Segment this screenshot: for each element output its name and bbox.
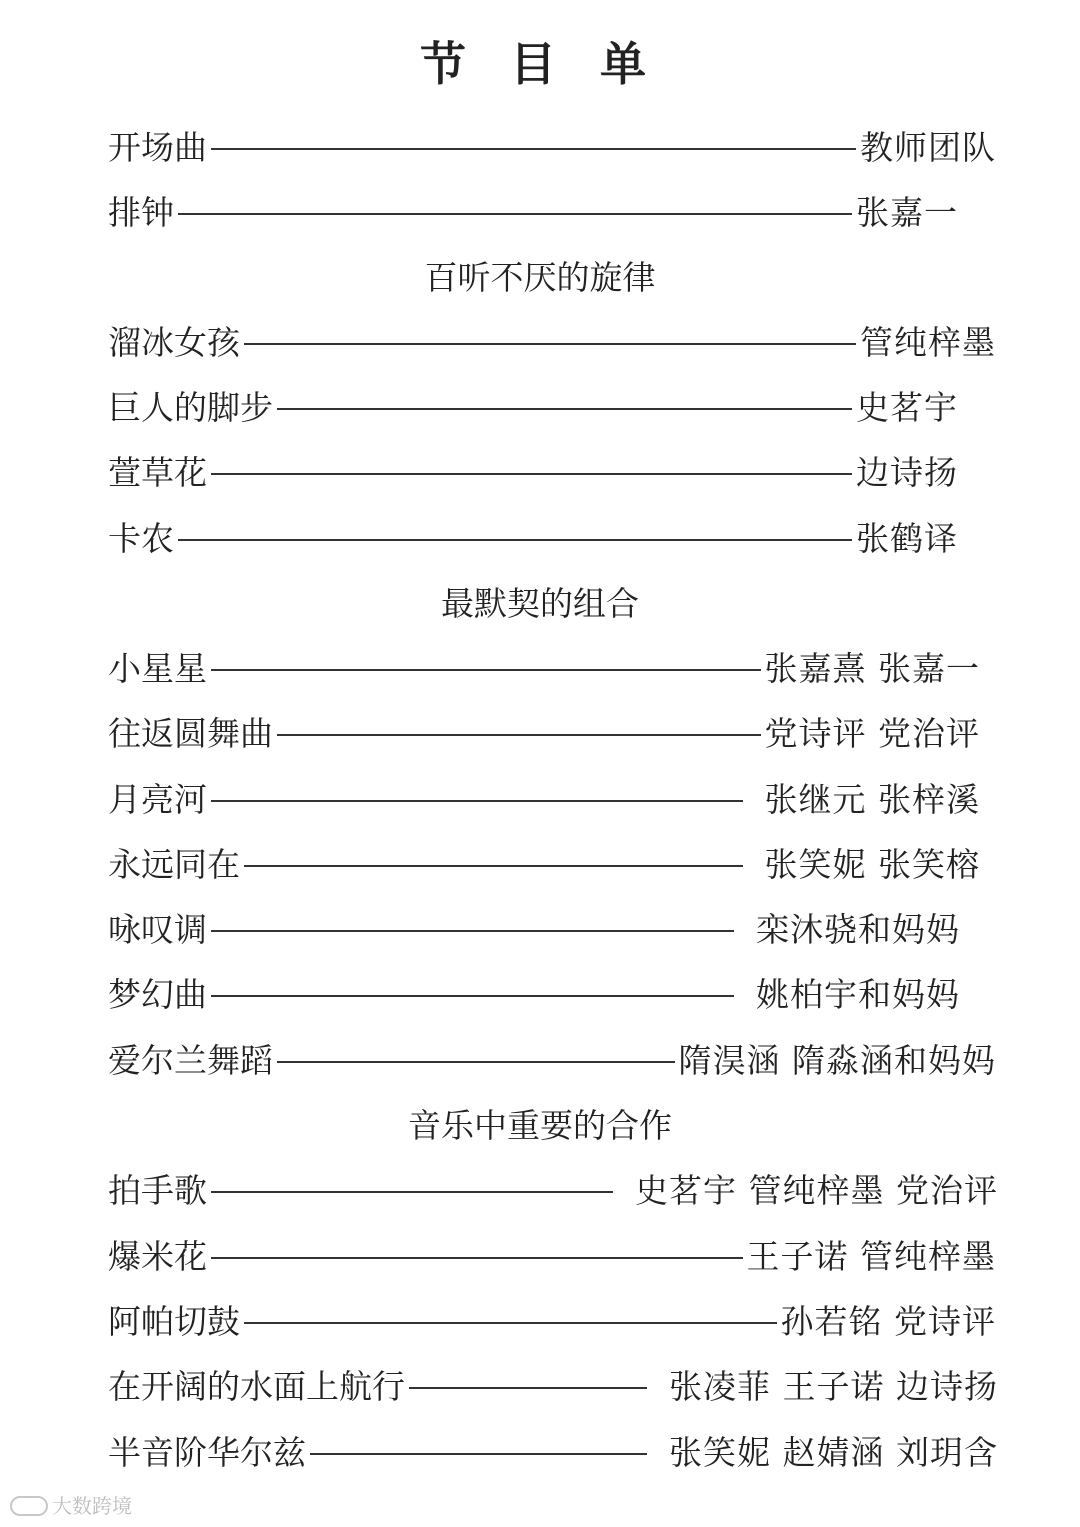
- performer-name: 管纯梓墨: [860, 323, 996, 362]
- leader-line: [178, 213, 852, 215]
- program-name: 咏叹调: [108, 910, 207, 949]
- program-name: 爱尔兰舞蹈: [108, 1041, 273, 1080]
- program-row: [108, 448, 958, 498]
- program-name: 永远同在: [108, 845, 240, 884]
- program-name: 开场曲: [108, 128, 207, 167]
- program-row: [108, 905, 960, 955]
- performer-name: 姚柏宇和妈妈: [756, 975, 960, 1014]
- leader-line: [211, 473, 852, 475]
- program-name: 排钟: [108, 193, 174, 232]
- performer-name: 张笑妮 赵婧涵 刘玥含: [669, 1433, 998, 1472]
- leader-line: [211, 800, 743, 802]
- program-row: [108, 1232, 996, 1282]
- program-row: [108, 709, 980, 759]
- performer-name: 孙若铭 党诗评: [780, 1302, 996, 1341]
- section-heading: 音乐中重要的合作: [408, 1106, 672, 1145]
- program-name: 半音阶华尔兹: [108, 1433, 306, 1472]
- performer-name: 张继元 张梓溪: [764, 780, 980, 819]
- program-name: 巨人的脚步: [108, 388, 273, 427]
- program-row: [108, 188, 958, 238]
- leader-line: [211, 669, 761, 671]
- performer-name: 张凌菲 王子诺 边诗扬: [669, 1367, 998, 1406]
- program-row: [108, 970, 960, 1020]
- performer-name: 史茗宇 管纯梓墨 党治评: [635, 1171, 998, 1210]
- watermark-text: 大数跨境: [52, 1494, 132, 1518]
- leader-line: [211, 1191, 613, 1193]
- leader-line: [277, 734, 761, 736]
- program-row: [108, 1362, 998, 1412]
- performer-name: 王子诺 管纯梓墨: [746, 1237, 996, 1276]
- section-heading: 最默契的组合: [441, 584, 639, 623]
- program-row: [108, 318, 996, 368]
- leader-line: [244, 1322, 777, 1324]
- leader-line: [277, 408, 852, 410]
- performer-name: 边诗扬: [856, 453, 958, 492]
- program-name: 梦幻曲: [108, 975, 207, 1014]
- performer-name: 党诗评 党治评: [764, 714, 980, 753]
- program-row: [108, 514, 958, 564]
- watermark-logo-icon: [10, 1496, 48, 1516]
- performer-name: 栾沐骁和妈妈: [756, 910, 960, 949]
- leader-line: [211, 148, 856, 150]
- leader-line: [409, 1387, 647, 1389]
- leader-line: [310, 1453, 647, 1455]
- program-row: [108, 1166, 998, 1216]
- page-title: 节 目 单: [419, 37, 661, 91]
- performer-name: 张鹤译: [856, 519, 958, 558]
- leader-line: [178, 539, 852, 541]
- program-name: 拍手歌: [108, 1171, 207, 1210]
- performer-name: 教师团队: [860, 128, 996, 167]
- performer-name: 史茗宇: [856, 388, 958, 427]
- performer-name: 张嘉熹 张嘉一: [764, 649, 980, 688]
- program-row: [108, 644, 980, 694]
- program-name: 小星星: [108, 649, 207, 688]
- leader-line: [211, 995, 734, 997]
- program-row: [108, 1428, 998, 1478]
- program-row: [108, 123, 996, 173]
- leader-line: [211, 1257, 743, 1259]
- section-heading: 百听不厌的旋律: [424, 258, 656, 297]
- program-row: [108, 383, 958, 433]
- watermark: [10, 1492, 132, 1520]
- program-name: 阿帕切鼓: [108, 1302, 240, 1341]
- program-name: 爆米花: [108, 1237, 207, 1276]
- program-name: 往返圆舞曲: [108, 714, 273, 753]
- program-name: 在开阔的水面上航行: [108, 1367, 405, 1406]
- program-name: 萱草花: [108, 453, 207, 492]
- program-name: 月亮河: [108, 780, 207, 819]
- leader-line: [244, 343, 856, 345]
- leader-line: [244, 865, 743, 867]
- performer-name: 张笑妮 张笑榕: [764, 845, 980, 884]
- program-name: 卡农: [108, 519, 174, 558]
- leader-line: [277, 1061, 675, 1063]
- leader-line: [211, 930, 734, 932]
- program-row: [108, 1036, 996, 1086]
- program-row: [108, 775, 980, 825]
- program-row: [108, 1297, 996, 1347]
- program-name: 溜冰女孩: [108, 323, 240, 362]
- performer-name: 张嘉一: [856, 193, 958, 232]
- program-row: [108, 840, 980, 890]
- performer-name: 隋淏涵 隋淼涵和妈妈: [678, 1041, 996, 1080]
